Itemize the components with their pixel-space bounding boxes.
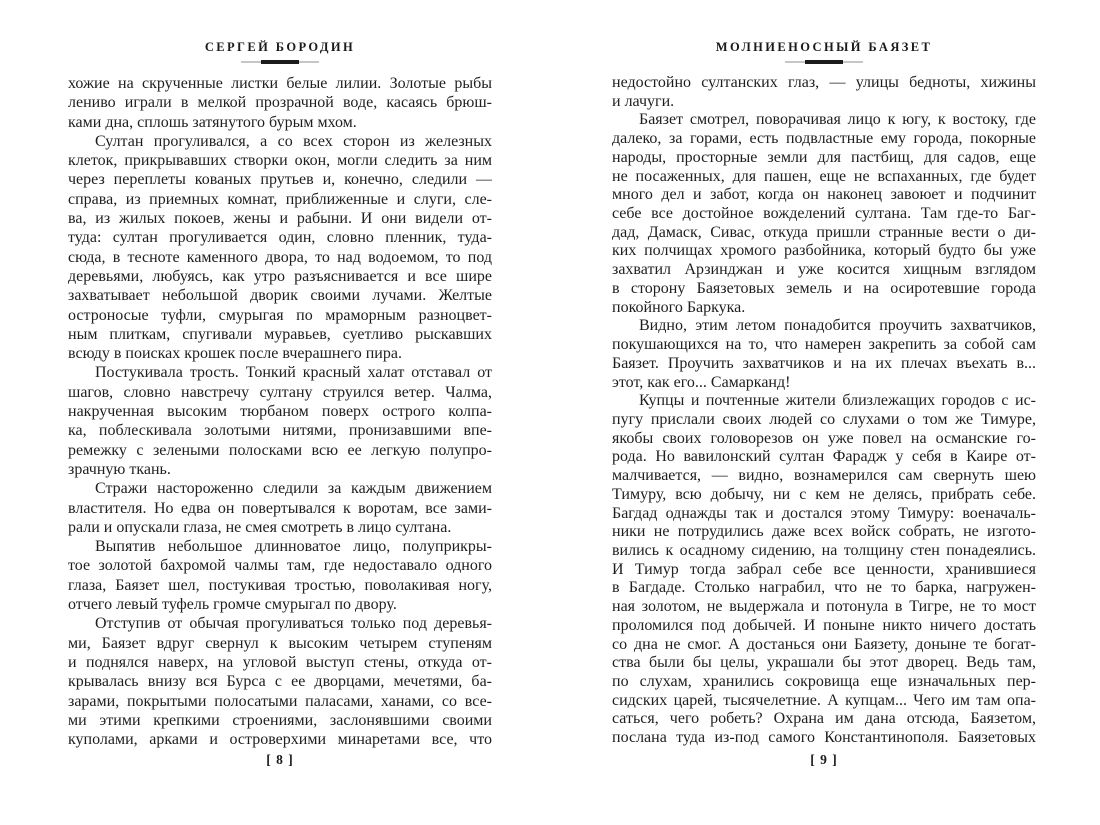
- text-line: этот, как его... Самарканд!: [612, 373, 791, 391]
- text-line: шагов, словно навстречу султану струился ветер. Чалма,: [68, 383, 492, 401]
- text-line: сидских царей, тысячелетние. А купцам... Чего им там опа-: [612, 691, 1036, 709]
- text-line: через переплеты кованых прутьев и, конечно, следили —: [68, 171, 492, 189]
- text-line: Выпятив небольшое длинноватое лицо, полуприкры-: [95, 538, 492, 556]
- text-line: Видно, этим летом понадобится проучить захватчиков,: [639, 317, 1036, 335]
- text-line: ми, Баязет вдруг свернул к высоким четырем ступеням: [68, 634, 492, 652]
- text-line: ми этими крепкими строениями, заслонявшими своими: [68, 711, 492, 729]
- left-page-number: [ 8 ]: [266, 752, 294, 767]
- ornament-rule-dark: [261, 60, 299, 64]
- text-line: послана туда из-под самого Константинополя. Баязетовых: [612, 729, 1036, 747]
- text-line: ным плиткам, спугивали муравьев, суетливо рыскавших: [68, 325, 492, 343]
- text-line: тое золотой бахромой чалмы там, где недоставало одного: [68, 557, 492, 575]
- text-line: лениво играли в мелкой прозрачной воде, касаясь брюш-: [68, 94, 492, 112]
- text-line: много дел и забот, когда он наконец завоюет и подчинит: [612, 186, 1036, 204]
- left-page: [68, 0, 492, 825]
- text-line: Баязет. Проучить захватчиков и на их плечах въехать в...: [612, 354, 1036, 372]
- text-line: Багдад однажды так и достался этому Тимуру: военачаль-: [612, 504, 1036, 522]
- text-line: Стражи настороженно следили за каждым движением: [95, 480, 492, 498]
- text-line: ка, поблескивала золотыми нитями, пронизавшими впе-: [68, 422, 492, 440]
- text-line: пугу прислали своих людей со слухами о том же Тимуре,: [612, 410, 1036, 428]
- text-line: туда: султан прогуливается один, словно пленник, туда-: [68, 229, 492, 247]
- text-line: покойного Баркука.: [612, 298, 746, 316]
- text-line: деревьями, любуясь, как утро разъяснивается и все шире: [68, 267, 492, 285]
- text-line: себе все достойное вожделений султана. Там где-то Баг-: [612, 205, 1036, 223]
- ornament-rule-light-left: [241, 61, 261, 63]
- text-line: зарами, покрытыми полосатыми паласами, ханами, со все-: [68, 692, 492, 710]
- text-line: ва, из жилых покоев, жены и рабыни. И они видели от-: [68, 210, 492, 228]
- text-line: властителя. Но едва он повертывался к воротам, все зами-: [68, 499, 492, 517]
- right-page-number: [ 9 ]: [810, 752, 838, 767]
- text-line: народы, просторные земли для пастбищ, для садов, еще: [612, 148, 1036, 166]
- text-line: и поднялся наверх, на угловой выступ стены, откуда от-: [68, 653, 492, 671]
- text-line: остроносые туфли, смурыгая по мраморным разноцвет-: [68, 306, 492, 324]
- text-line: Баязет смотрел, поворачивая лицо к югу, к востоку, где: [639, 111, 1036, 129]
- right-running-head-block: [612, 40, 1036, 64]
- text-line: рали и опускали глаза, не смея смотреть в лицо султана.: [68, 518, 452, 536]
- header-ornament: [785, 60, 863, 64]
- text-line: в сторону Баязетовых земель и на осиротевшие города: [612, 279, 1036, 297]
- text-line: сюда, в тесноте каменного двора, то над водоемом, то под: [68, 248, 492, 266]
- text-line: вились к осадному сидению, на толщину стен понадеялись.: [612, 541, 1036, 559]
- text-line: захватил Арзинджан и уже косится хищным взглядом: [612, 261, 1036, 279]
- text-line: Отступив от обычая прогуливаться только под деревья-: [95, 615, 492, 633]
- text-line: Постукивала трость. Тонкий красный халат отставал от: [95, 364, 492, 382]
- left-running-header: СЕРГЕЙ БОРОДИН: [204, 40, 356, 54]
- text-line: Тимуру, всю добычу, ни с кем не делясь, прибрать себе.: [612, 485, 1036, 503]
- text-line: далеко, за горами, есть подвластные ему города, покорные: [612, 130, 1036, 148]
- text-line: ники не потрудились даже всех войск собрать, не изгото-: [612, 523, 1036, 541]
- left-running-head-block: [68, 40, 492, 64]
- text-line: Купцы и почтенные жители близлежащих городов с ис-: [639, 392, 1036, 410]
- text-line: хожие на скрученные листки белые лилии. Золотые рыбы: [68, 75, 492, 92]
- text-line: не посаженных, для пашен, еще не вспаханных, где будет: [612, 167, 1036, 185]
- text-line: якобы своих головорезов он уже повел на османские го-: [612, 429, 1036, 447]
- text-line: накрученная высоким тюрбаном поверх острого колпа-: [68, 403, 492, 421]
- text-line: проломился под добычей. И поныне никто ничего достать: [612, 616, 1036, 634]
- left-text-column: [68, 74, 492, 749]
- text-line: отчего левый туфель громче смурыгал по двору.: [68, 596, 397, 614]
- text-line: малчивается, — видно, вознамерился сам свернуть шею: [612, 467, 1036, 485]
- text-line: ремежку с зелеными полосками всю ее легкую полупро-: [68, 441, 492, 459]
- ornament-rule-light-right: [299, 61, 319, 63]
- text-line: зрачную ткань.: [68, 460, 171, 478]
- text-line: справа, из приемных комнат, приближенные и слуги, сле-: [68, 190, 492, 208]
- header-ornament: [241, 60, 319, 64]
- right-page: [612, 0, 1036, 825]
- text-line: ная золотом, не выдержала и потонула в Тигре, не то мост: [612, 598, 1036, 616]
- text-line: саться, чего робеть? Охрана им дана отсюда, Баязетом,: [612, 710, 1036, 728]
- ornament-rule-light-right: [843, 61, 863, 63]
- text-line: куполами, арками и островерхими минаретами все, что: [68, 731, 492, 749]
- ornament-rule-dark: [805, 60, 843, 64]
- text-line: покушающихся на то, что намерен закрепить за собой сам: [612, 336, 1036, 354]
- text-line: клеток, прикрывавших створки окон, могли следить за ним: [68, 152, 492, 170]
- right-running-header: МОЛНИЕНОСНЫЙ БАЯЗЕТ: [715, 40, 933, 54]
- text-line: по слухам, хранились сокровища еще изначальных пер-: [612, 673, 1036, 690]
- text-line: крывалась внизу вся Бурса с ее дворцами, мечетями, ба-: [68, 673, 492, 691]
- text-line: ких полчищах хромого разбойника, который будто бы уже: [612, 242, 1036, 260]
- text-line: рода. Но вавилонский султан Фарадж у себя в Каире от-: [612, 448, 1036, 466]
- text-line: глаза, Баязет шел, постукивая тростью, поволакивая ногу,: [68, 576, 492, 594]
- text-line: в Багдаде. Столько награбил, что не то барка, нагружен-: [612, 579, 1036, 597]
- text-line: недостойно султанских глаз, — улицы бедноты, хижины: [612, 74, 1036, 91]
- text-line: дад, Дамаск, Сивас, откуда пришли странные вести о ди-: [612, 223, 1036, 241]
- text-line: захватывает небольшой дворик своими лучами. Желтые: [68, 287, 492, 305]
- text-line: ства были бы целы, украшали бы этот дворец. Ведь там,: [612, 654, 1036, 672]
- text-line: Султан прогуливался, а со всех сторон из железных: [95, 132, 492, 150]
- text-line: и лачуги.: [612, 92, 675, 110]
- text-line: ками дна, сплошь затянутого бурым мхом.: [68, 113, 357, 131]
- right-text-column: [612, 74, 1036, 748]
- text-line: со дна не смог. А достанься они Баязету, доныне те богат-: [612, 635, 1036, 653]
- text-line: И Тимур тогда забрал себе все ценности, хранившиеся: [612, 560, 1036, 578]
- ornament-rule-light-left: [785, 61, 805, 63]
- text-line: всюду в поисках крошек после вчерашнего пира.: [68, 345, 402, 363]
